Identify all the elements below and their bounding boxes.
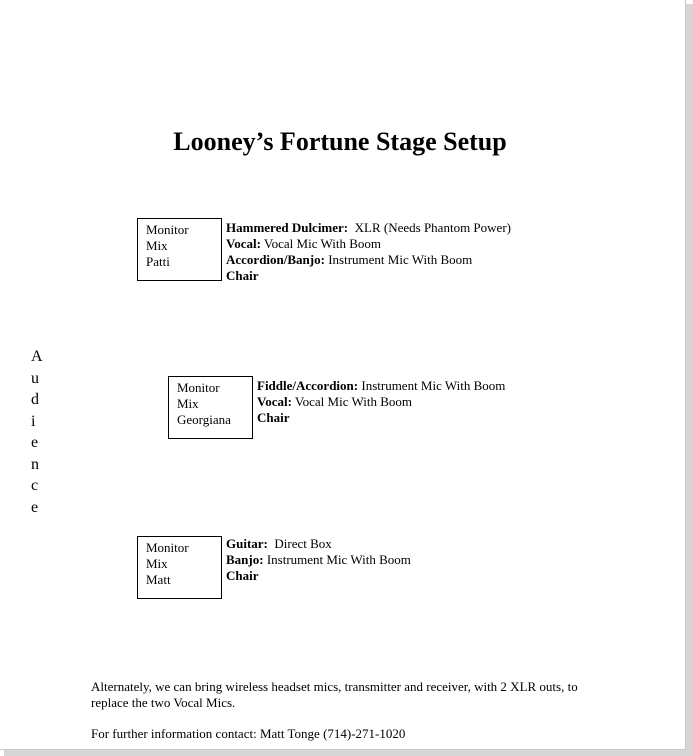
setup-row [257,394,505,410]
mix-label: Mix [177,396,199,411]
monitor-label: Monitor [146,222,189,237]
instrument-label: Guitar: [226,536,268,551]
performer-name: Matt [146,572,171,587]
chair-label: Chair [226,568,259,583]
equipment-value: Vocal Mic With Boom [291,394,412,409]
page-shadow-bottom [4,750,693,756]
page-title: Looney’s Fortune Stage Setup [173,127,507,156]
audience-letter: u [31,369,39,387]
setup-row [226,552,411,568]
instrument-label: Fiddle/Accordion: [257,378,359,393]
instrument-label: Accordion/Banjo: [226,252,325,267]
setup-row [226,536,411,552]
setup-row [226,236,511,252]
station-setup-patti [226,220,511,284]
mix-label: Mix [146,238,168,253]
audience-letter: e [31,434,39,451]
setup-row [226,568,411,584]
monitor-label: Monitor [146,540,189,555]
contact-info: For further information contact: Matt Tonge (714)-271-1020 [91,726,406,741]
audience-letter: e [31,498,39,516]
instrument-label: Banjo: [226,552,264,567]
page-shadow-right [686,4,693,756]
station-setup-georgiana [257,378,505,426]
performer-name: Georgiana [177,412,231,427]
equipment-value: Instrument Mic With Boom [263,552,411,567]
equipment-value: Vocal Mic With Boom [260,236,381,251]
audience-label [31,346,47,518]
mix-label: Mix [146,556,168,571]
chair-label: Chair [226,268,259,283]
setup-row [226,220,511,236]
monitor-label: Monitor [177,380,220,395]
instrument-label: Vocal: [226,236,261,251]
wireless-alternative-note: Alternately, we can bring wireless headset mics, transmitter and receiver, with 2 XLR outs, to replace the two Vocal Mics. [91,679,578,710]
instrument-label: Vocal: [257,394,292,409]
equipment-value: Instrument Mic With Boom [324,252,473,267]
audience-letter: i [31,412,36,430]
audience-letter: n [31,455,39,473]
monitor-mix-box-patti [137,218,222,281]
setup-row [257,410,505,426]
setup-row [226,252,511,268]
equipment-value: XLR (Needs Phantom Power) [348,220,511,235]
audience-letter: c [31,477,39,494]
setup-row [257,378,505,394]
monitor-mix-box-matt [137,536,222,599]
performer-name: Patti [146,254,170,269]
monitor-mix-box-georgiana [168,376,253,439]
equipment-value: Instrument Mic With Boom [358,378,506,393]
equipment-value: Direct Box [267,536,332,551]
station-setup-matt [226,536,411,584]
chair-label: Chair [257,410,290,425]
instrument-label: Hammered Dulcimer: [226,220,349,235]
setup-row [226,268,511,284]
audience-letter: d [31,391,39,408]
audience-letter: A [31,348,43,365]
